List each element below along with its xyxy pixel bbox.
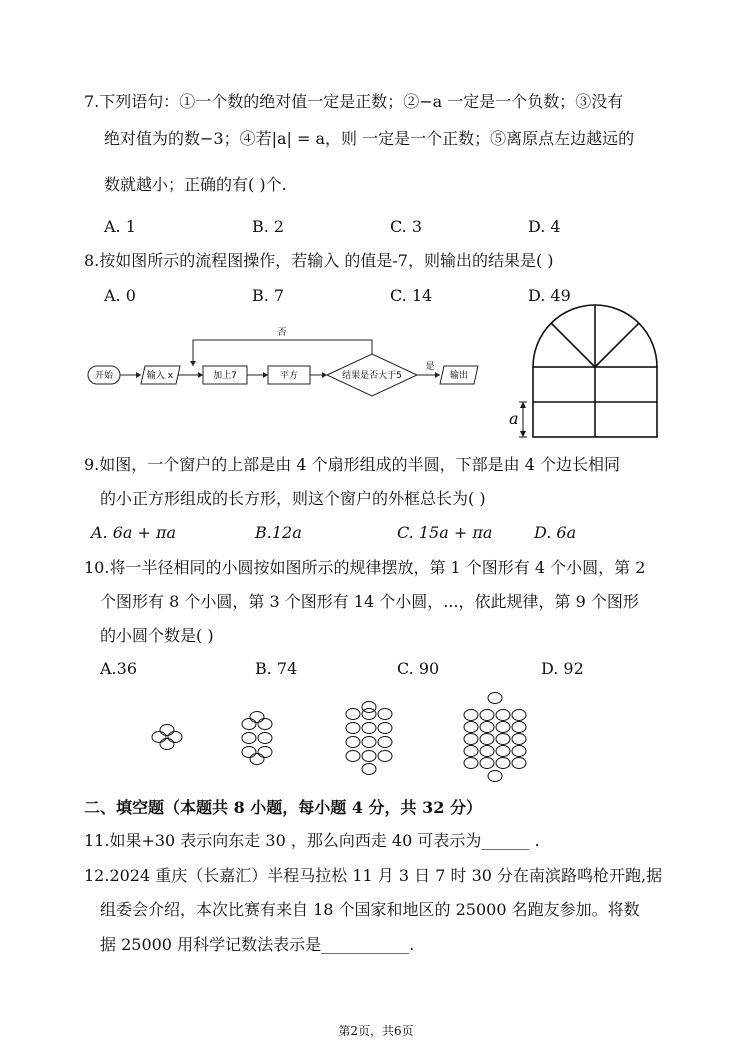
q10-option-a: A.36 [100, 659, 137, 678]
q9-option-d: D. 6a [534, 523, 577, 542]
small-circle [378, 751, 392, 762]
small-circle [362, 709, 376, 720]
small-circle [346, 709, 360, 720]
q11-line1: 11.如果+30 表示向东走 30 ，那么向西走 40 可表示为______ . [84, 831, 540, 850]
small-circle [242, 719, 256, 730]
q12-line1: 12.2024 重庆（长嘉汇）半程马拉松 11 月 3 日 7 时 30 分在南滨路鸣枪开跑,据 [84, 866, 663, 885]
small-circle [512, 746, 526, 757]
small-circle [258, 733, 272, 744]
small-circle [378, 709, 392, 720]
small-circle [464, 746, 478, 757]
small-circle [496, 746, 510, 757]
q10-line2: 个图形有 8 个小圆，第 3 个图形有 14 个小圆，...，依此规律，第 9 个图形 [100, 592, 639, 611]
small-circle [362, 737, 376, 748]
q10-option-b: B. 74 [255, 659, 298, 678]
q8-line1: 8.按如图所示的流程图操作，若输入 的值是-7，则输出的结果是( ) [84, 251, 554, 270]
small-circle [250, 754, 264, 765]
small-circle [496, 710, 510, 721]
small-circle [496, 758, 510, 769]
small-circle [480, 758, 494, 769]
window-a-label: a [509, 409, 519, 428]
small-circle [362, 723, 376, 734]
small-circle [258, 719, 272, 730]
flow-square-shape [268, 366, 310, 384]
q7-line3: 数就越小；正确的有( )个. [104, 175, 287, 194]
flow-output-label: 输出 [449, 371, 469, 381]
small-circle [250, 712, 264, 723]
small-circle [160, 739, 174, 750]
q10-line3: 的小圆个数是( ) [100, 626, 214, 645]
small-circle [512, 758, 526, 769]
flow-add-label: 加上7 [213, 371, 237, 381]
flow-decision-shape [327, 354, 417, 396]
q10-option-d: D. 92 [541, 659, 584, 678]
small-circle [496, 734, 510, 745]
small-circle [378, 723, 392, 734]
small-circle [160, 725, 174, 736]
small-circle [464, 734, 478, 745]
small-circle [346, 723, 360, 734]
small-circle [480, 722, 494, 733]
small-circle [362, 751, 376, 762]
small-circle [512, 722, 526, 733]
small-circle [152, 732, 166, 743]
page-footer: 第2页，共6页 [338, 1024, 414, 1038]
flow-start-shape [88, 366, 120, 384]
flow-input-shape [141, 366, 180, 384]
q8-option-c: C. 14 [390, 286, 433, 305]
flow-decision-label: 结果是否大于5 [342, 371, 402, 381]
flow-yes-label: 是 [425, 362, 435, 372]
q9-line2: 的小正方形组成的长方形，则这个窗户的外框总长为( ) [100, 489, 486, 508]
small-circle [512, 710, 526, 721]
q7-line1: 7.下列语句：①一个数的绝对值一定是正数；②−a 一定是一个负数；③没有 [84, 92, 624, 111]
flow-input-label: 输入 x [146, 371, 174, 381]
q9-option-b: B.12a [255, 523, 302, 542]
q7-line2: 绝对值为的数−3；④若|a| = a，则 一定是一个正数；⑤离原点左边越远的 [104, 129, 635, 148]
flow-square-label: 平方 [279, 371, 299, 381]
circle-patterns [152, 693, 526, 782]
q9-option-a: A. 6a + πa [91, 523, 177, 542]
small-circle [464, 710, 478, 721]
q10-line1: 10.将一半径相同的小圆按如图所示的规律摆放，第 1 个图形有 4 个小圆，第 2 [84, 558, 646, 577]
small-circle [464, 722, 478, 733]
small-circle [346, 751, 360, 762]
small-circle [168, 732, 182, 743]
small-circle [488, 771, 502, 782]
q8-option-a: A. 0 [104, 286, 136, 305]
q7-option-d: D. 4 [528, 217, 561, 236]
q9-line1: 9.如图，一个窗户的上部是由 4 个扇形组成的半圆，下部是由 4 个边长相同 [84, 455, 620, 474]
q8-option-b: B. 7 [252, 286, 285, 305]
small-circle [346, 737, 360, 748]
flow-start-label: 开始 [94, 371, 114, 381]
q12-line3: 据 25000 用科学记数法表示是___________. [100, 935, 415, 954]
q7-option-b: B. 2 [252, 217, 285, 236]
flow-output-shape [440, 366, 478, 384]
small-circle [480, 734, 494, 745]
small-circle [378, 737, 392, 748]
small-circle [362, 764, 376, 775]
flow-no-label: 否 [277, 328, 287, 338]
q8-option-d: D. 49 [528, 286, 571, 305]
small-circle [242, 747, 256, 758]
small-circle [480, 746, 494, 757]
flow-add-shape [203, 366, 247, 384]
q7-option-a: A. 1 [104, 217, 136, 236]
q7-option-c: C. 3 [390, 217, 423, 236]
q10-option-c: C. 90 [397, 659, 440, 678]
small-circle [480, 710, 494, 721]
q12-line2: 组委会介绍，本次比赛有来自 18 个国家和地区的 25000 名跑友参加。将数 [100, 900, 640, 919]
section2-title: 二、填空题（本题共 8 小题，每小题 4 分，共 32 分） [84, 798, 482, 817]
small-circle [496, 722, 510, 733]
small-circle [362, 702, 376, 713]
small-circle [258, 747, 272, 758]
window-figure [533, 305, 657, 437]
small-circle [242, 733, 256, 744]
small-circle [488, 693, 502, 704]
small-circle [512, 734, 526, 745]
q9-option-c: C. 15a + πa [397, 523, 493, 542]
small-circle [464, 758, 478, 769]
